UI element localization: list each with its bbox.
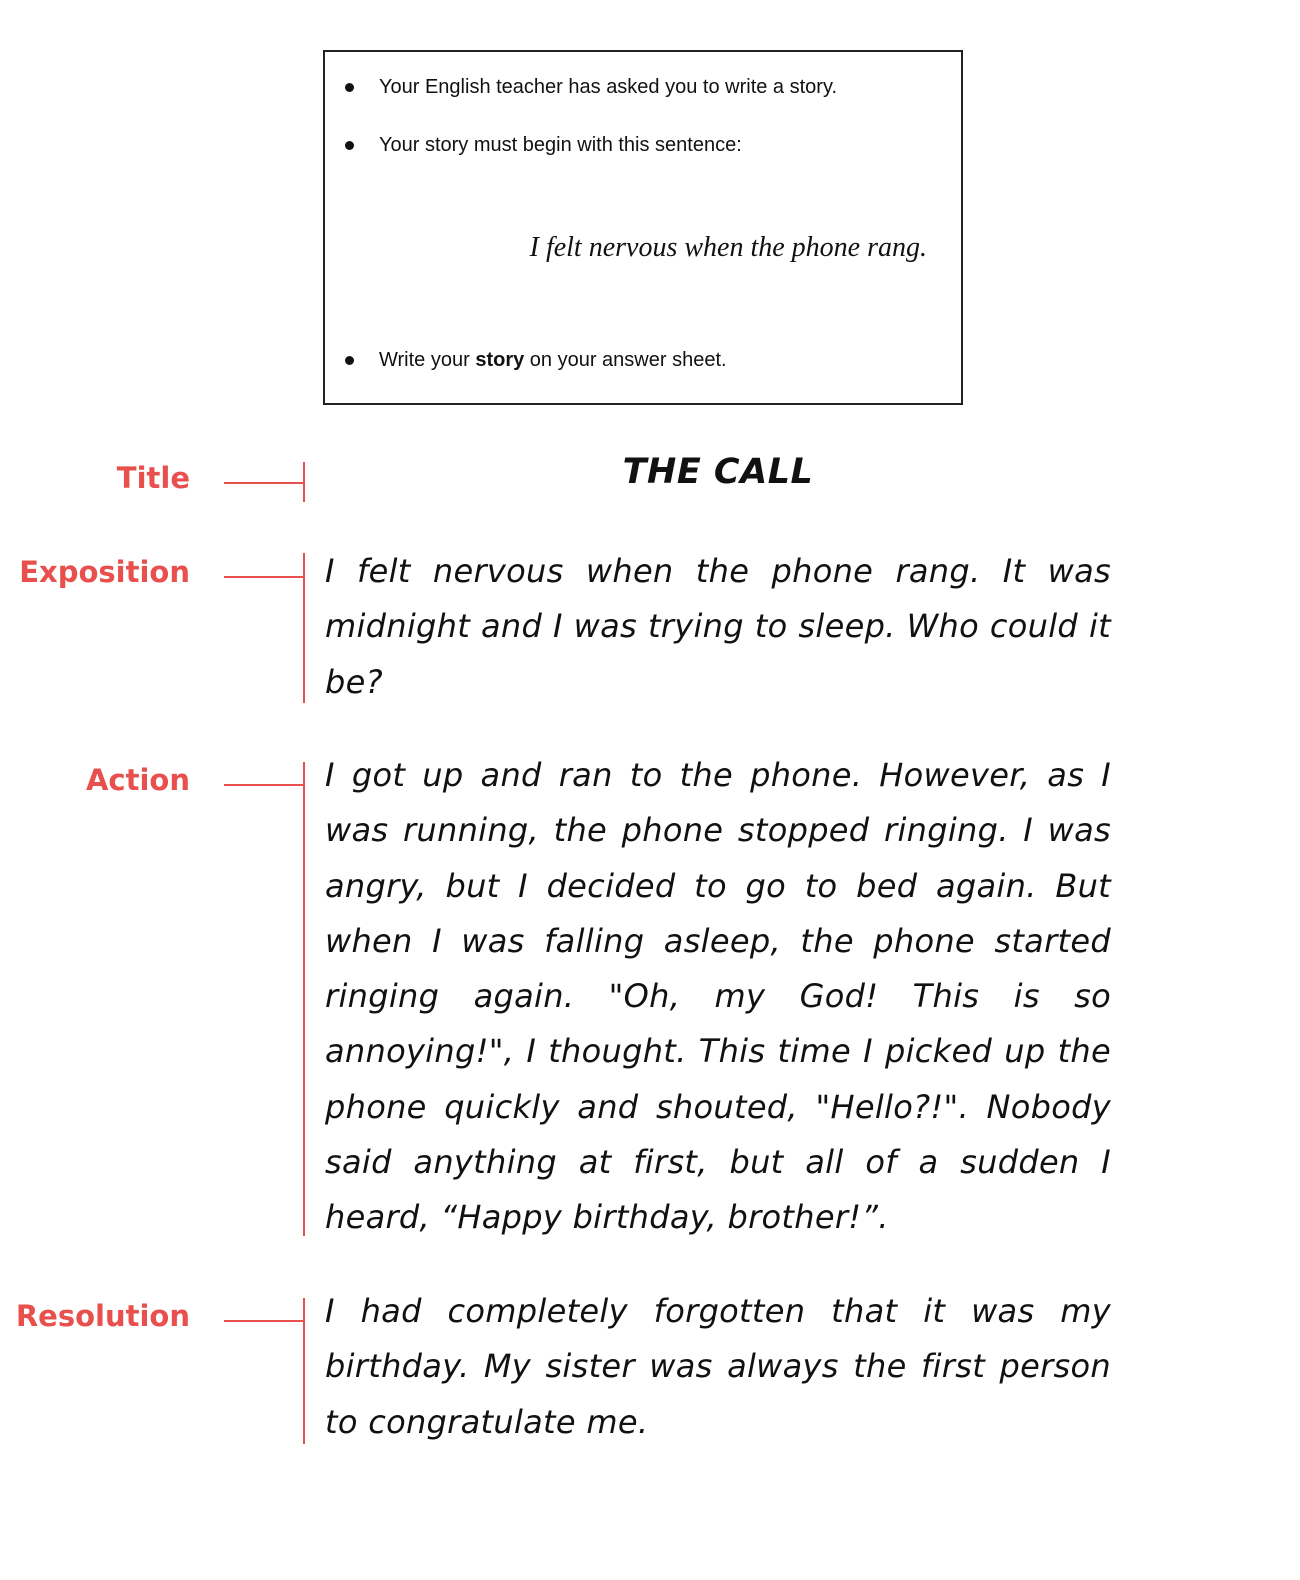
annotation-resolution-label: Resolution xyxy=(15,1299,190,1333)
annotation-action-label: Action xyxy=(85,763,190,797)
annotation-exposition-bracket xyxy=(303,553,305,703)
bullet-icon xyxy=(345,141,354,150)
annotation-resolution-connector xyxy=(224,1320,304,1322)
annotation-action-bracket xyxy=(303,762,305,1236)
story-exposition-paragraph: I felt nervous when the phone rang. It was midnight and I was trying to sleep. Who could it be? xyxy=(325,552,1111,701)
task-bullet-2 xyxy=(345,134,742,157)
task-box xyxy=(323,50,963,405)
story-resolution-paragraph: I had completely forgotten that it was my birthday. My sister was always the first person to congratulate me. xyxy=(325,1292,1111,1441)
annotation-title-connector xyxy=(224,482,304,484)
task-bullet-1 xyxy=(345,76,837,99)
task-bullet-text: Your English teacher has asked you to write a story. xyxy=(379,76,838,98)
opening-sentence: I felt nervous when the phone rang. xyxy=(529,232,927,263)
bullet-icon xyxy=(345,356,354,365)
story-title: THE CALL xyxy=(622,452,814,492)
annotation-exposition-label: Exposition xyxy=(19,555,190,589)
annotation-title-label: Title xyxy=(116,461,190,495)
annotation-resolution-bracket xyxy=(303,1298,305,1444)
task-bullet-text xyxy=(379,349,727,372)
task-bullet-bold: story xyxy=(475,349,525,371)
task-bullet-suffix: on your answer sheet. xyxy=(524,349,727,371)
annotation-exposition-connector xyxy=(224,576,304,578)
task-bullet-text: Your story must begin with this sentence: xyxy=(379,134,742,156)
task-bullet-3 xyxy=(345,349,727,372)
bullet-icon xyxy=(345,83,354,92)
annotation-action-connector xyxy=(224,784,304,786)
story-action-paragraph: I got up and ran to the phone. However, as I was running, the phone stopped ringing. I was angry, but I decided to go to bed again. But when I was falling asleep, the phone started ringing again. "Oh, my God! This is so annoying!", I thought. This time I picked up the phone quickly and shouted, "Hello?!". Nobody said anything at first, but all of a sudden I heard, “Happy birthday, brother!”. xyxy=(325,756,1111,1237)
task-bullet-prefix: Write your xyxy=(379,349,476,371)
annotation-title-bracket xyxy=(303,462,305,502)
